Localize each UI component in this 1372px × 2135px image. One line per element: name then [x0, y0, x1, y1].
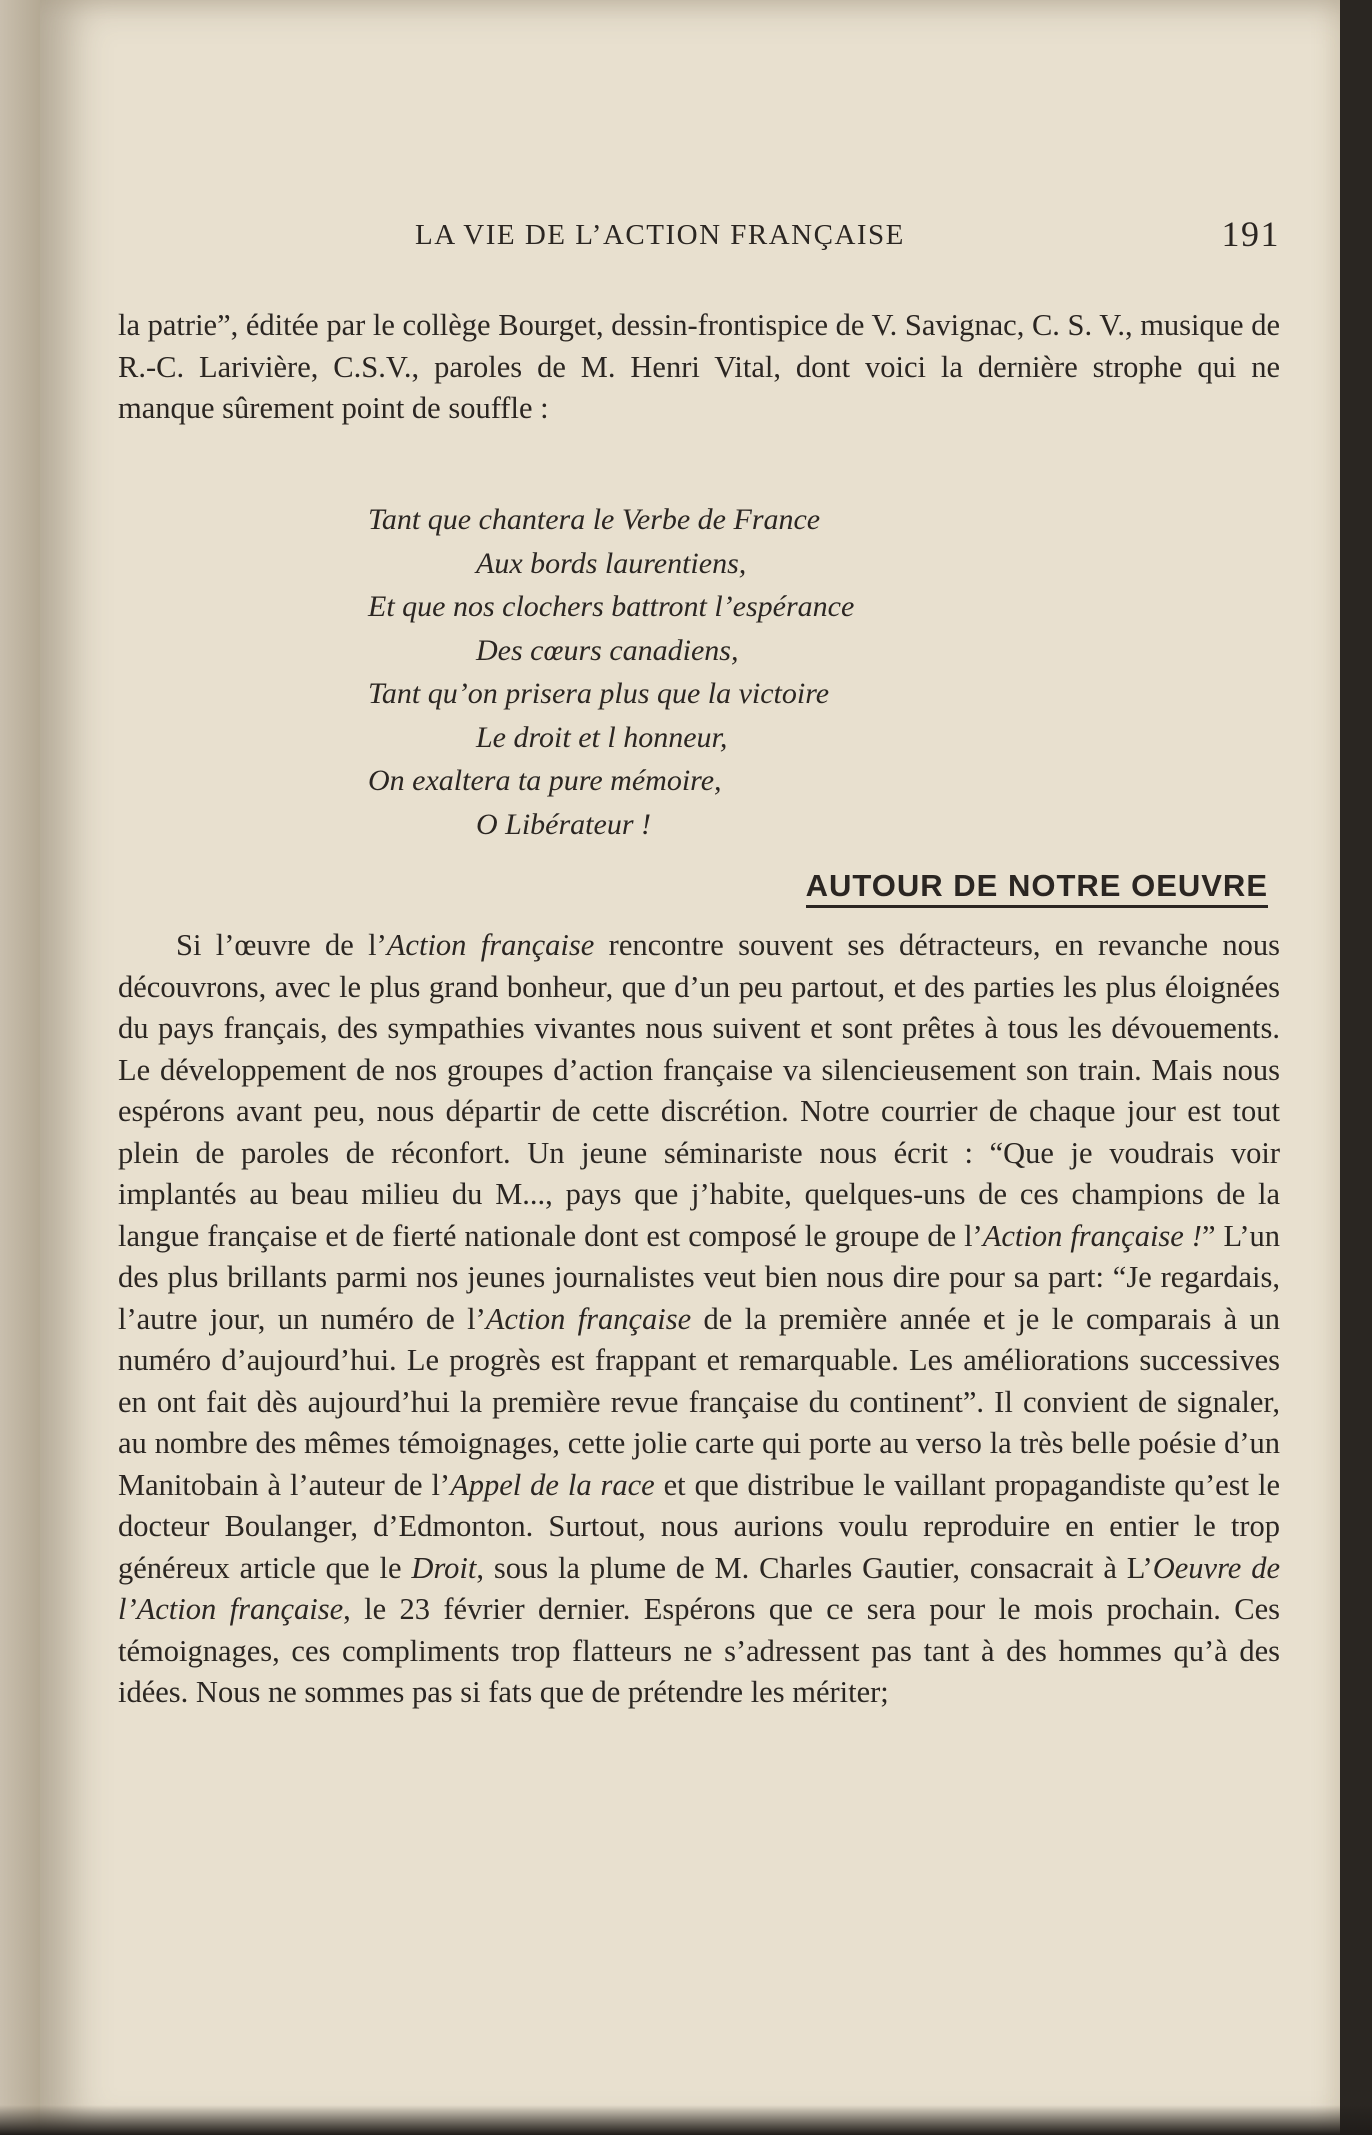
italic-title: Action française: [485, 1301, 692, 1336]
page-bottom-shadow: [0, 2105, 1372, 2135]
italic-title: Oeuvre de l’Action française: [118, 1550, 1280, 1626]
text-run: de la première année et je le comparais à un numéro d’aujourd’hui. Le progrès est frappant et remarquable. Les améliorations successives en ont fait dès aujourd’hui la première revue française du continent”. Il convient de signaler, au nombre des mêmes témoignages, cette jolie carte qui porte au verso la très belle poésie d’un Manitobain à l’auteur de l’: [118, 1301, 1280, 1502]
text-run: Si l’œuvre de l’: [176, 928, 387, 962]
text-run: ” L’un des plus brillants parmi nos jeunes journalistes veut bien nous dire pour sa part: “Je regardais, l’autre jour, un numéro de l’: [118, 1218, 1280, 1336]
text-run: rencontre souvent ses détracteurs, en revanche nous découvrons, avec le plus grand bonheur, que d’un peu partout, et des parties les plus éloignées du pays français, des sympathies vivantes nous suivent et sont prêtes à tous les dévouements. Le développement de nos groupes d’action française va silencieusement son train. Mais nous espérons avant peu, nous départir de cette discrétion. Notre courrier de chaque jour est tout plein de paroles de réconfort. Un jeune séminariste nous écrit : “Que je voudrais voir implantés au beau milieu du M..., pays que j’habite, quelques-uns de ces champions de la langue française et de fierté nationale dont est composé le groupe de l’: [118, 928, 1280, 1253]
section-heading: AUTOUR DE NOTRE OEUVRE: [806, 868, 1268, 908]
italic-title: Action française !: [982, 1218, 1202, 1253]
page-number: 191: [1221, 214, 1280, 254]
italic-title: Droit: [411, 1550, 477, 1585]
poem-stanza: [368, 498, 1068, 846]
book-page: [40, 0, 1340, 2135]
poem-line: Tant que chantera le Verbe de France: [368, 503, 821, 536]
text-run: , sous la plume de M. Charles Gautier, consacrait à L’: [476, 1550, 1153, 1585]
poem-line: On exaltera ta pure mémoire,: [368, 764, 722, 797]
poem-line: Le droit et l honneur,: [476, 720, 728, 754]
poem-line: Aux bords laurentiens,: [476, 546, 747, 580]
page-gutter-edge: [0, 0, 40, 2135]
italic-title: Appel de la race: [450, 1467, 655, 1502]
text-run: et que distribue le vaillant propagandiste qu’est le docteur Boulanger, d’Edmonton. Surtout, nous aurions voulu reproduire en entier le trop généreux article que le: [118, 1467, 1280, 1585]
poem-line: Tant qu’on prisera plus que la victoire: [368, 677, 830, 710]
poem-line: O Libérateur !: [476, 807, 651, 841]
poem-line: Des cœurs canadiens,: [476, 633, 739, 667]
italic-title: Action française: [386, 928, 595, 962]
paragraph-continued: la patrie”, éditée par le collège Bourget, dessin-frontispice de V. Savignac, C. S. V., musique de R.-C. Larivière, C.S.V., paroles de M. Henri Vital, dont voici la dernière strophe qui ne manque sûrement point de souffle :: [118, 308, 1280, 425]
text-run: , le 23 février dernier. Espérons que ce sera pour le mois prochain. Ces témoignages, ces compliments trop flatteurs ne s’adressent pas tant à des hommes qu’à des idées. Nous ne sommes pas si fats que de prétendre les mériter;: [118, 1592, 1280, 1709]
paragraph-autour-de-notre-oeuvre: [118, 925, 1280, 1714]
running-title: LA VIE DE L’ACTION FRANÇAISE: [415, 219, 905, 251]
poem-line: Et que nos clochers battront l’espérance: [368, 590, 855, 623]
